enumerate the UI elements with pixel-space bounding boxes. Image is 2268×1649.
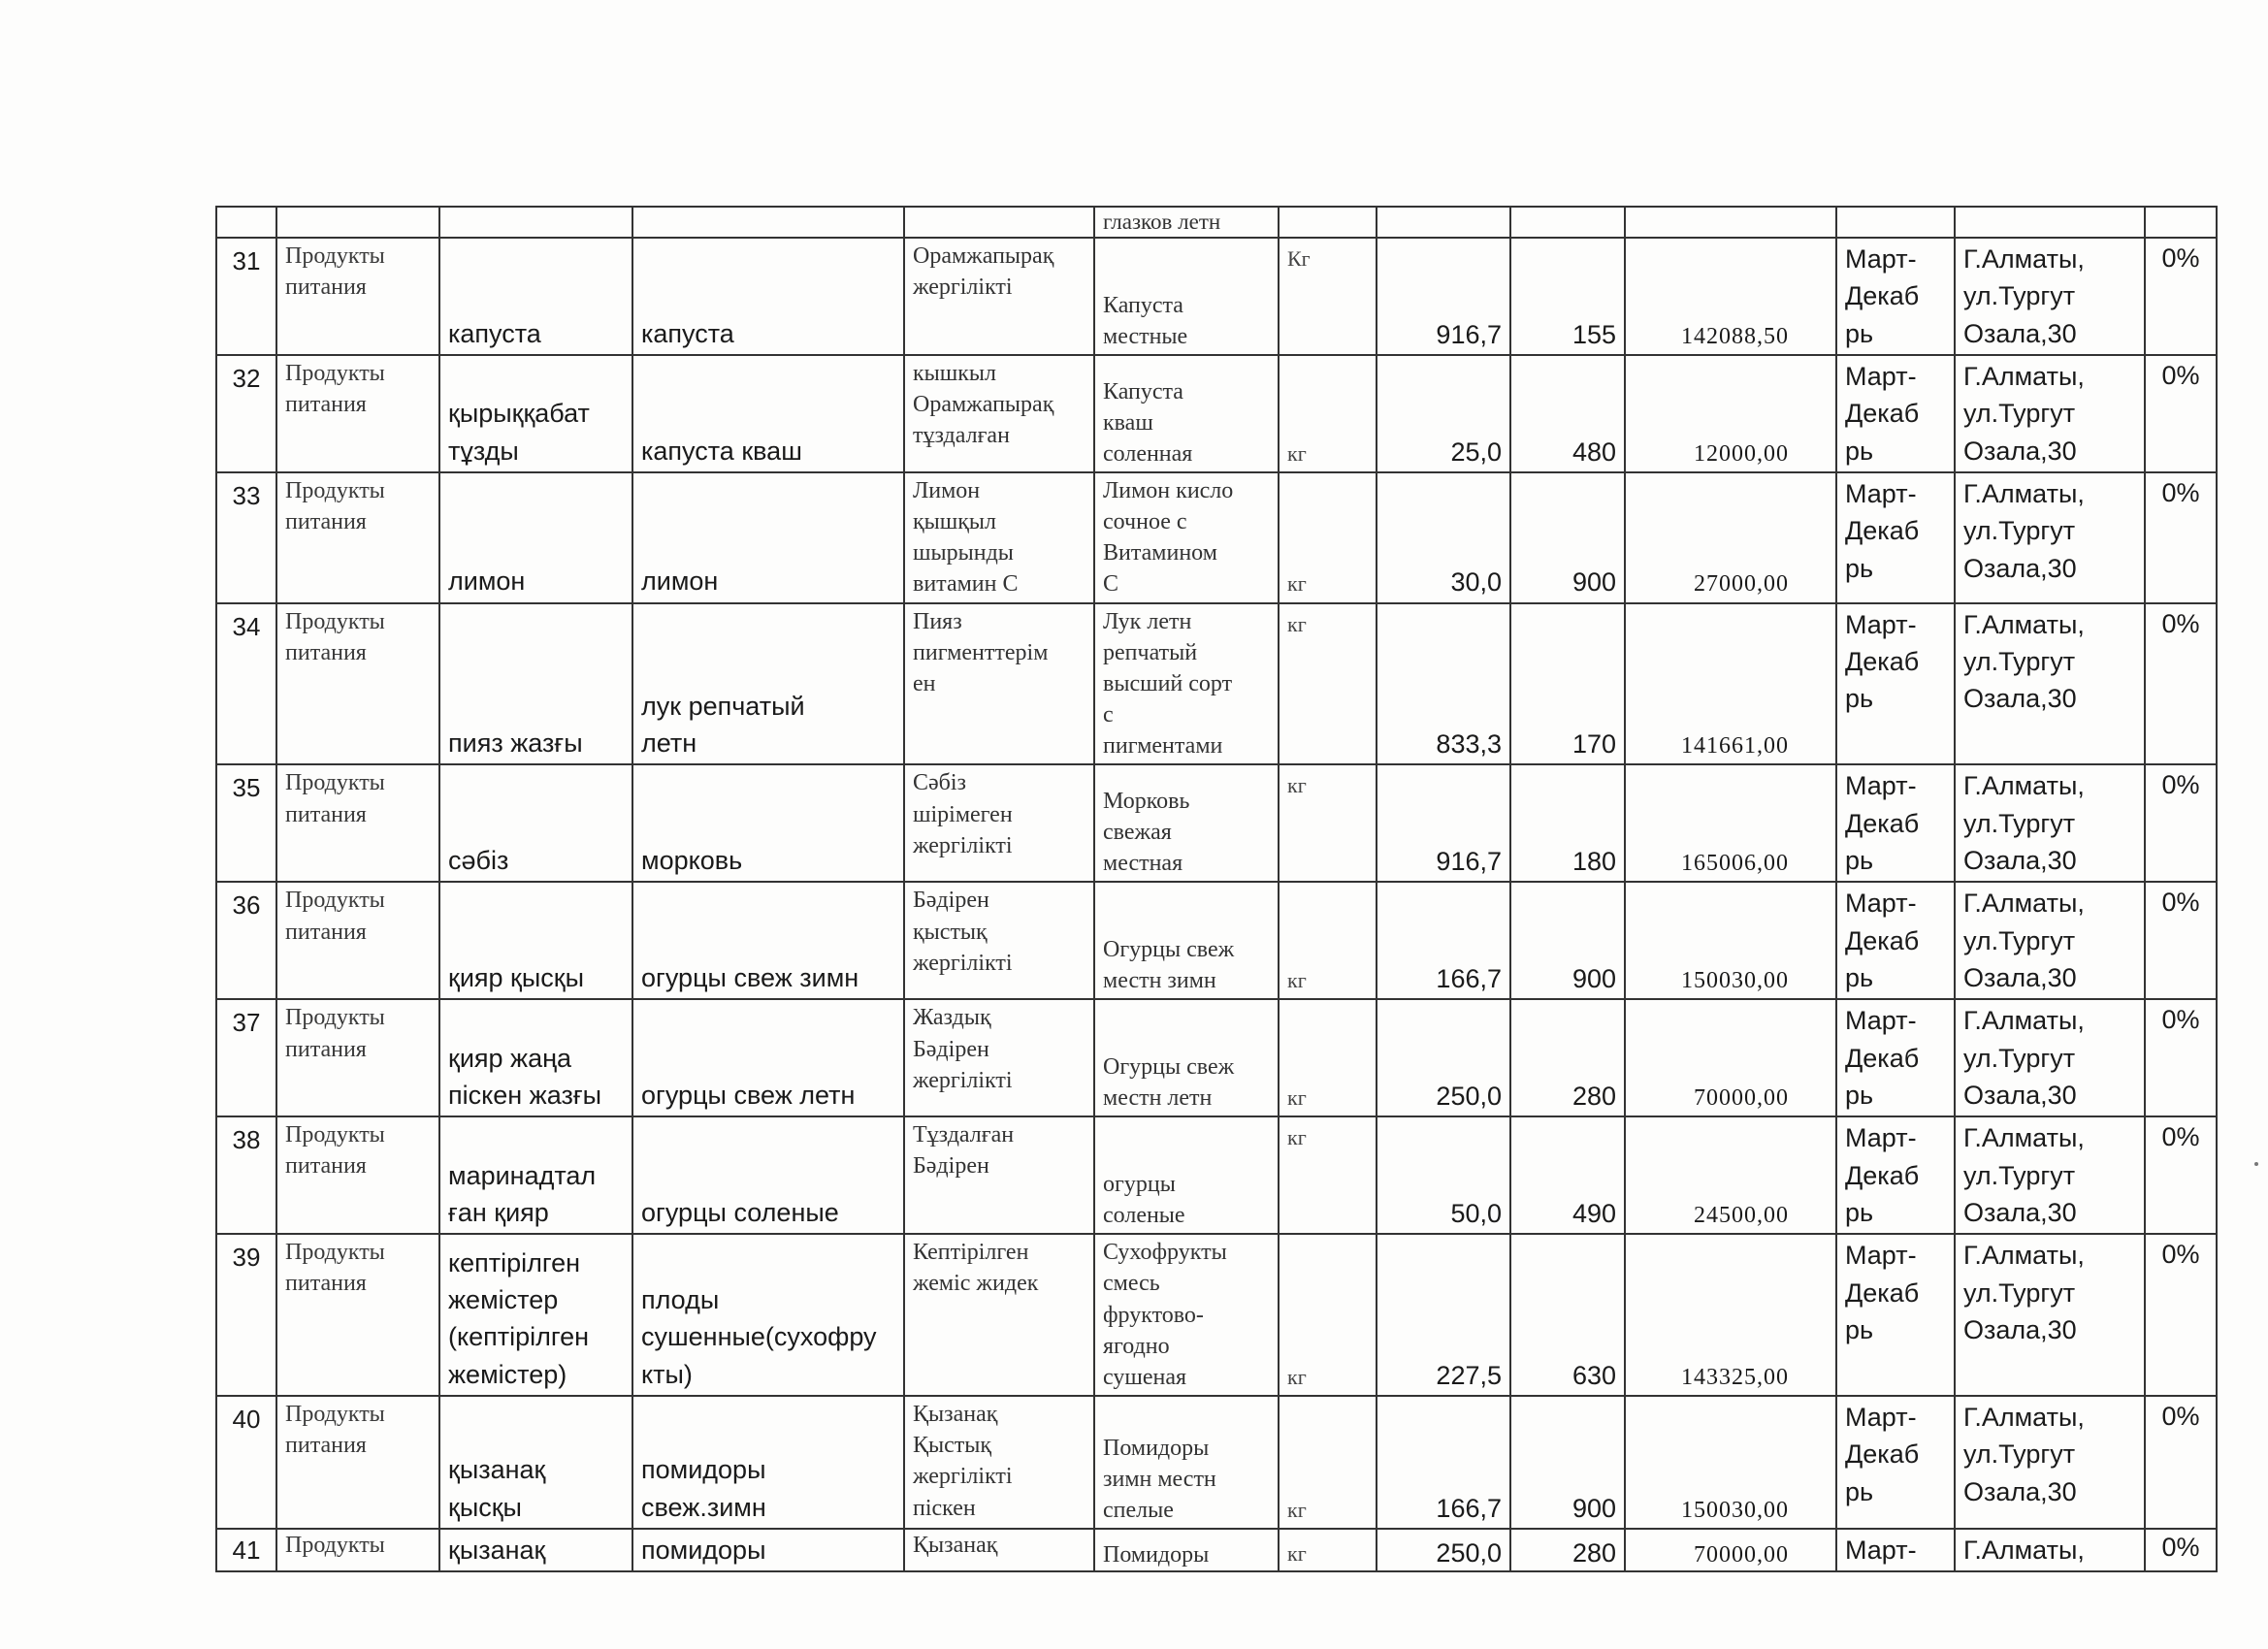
cell-spec-ru: Капуста кваш соленная bbox=[1094, 355, 1279, 472]
table-row bbox=[216, 999, 2217, 1116]
cell-name-ru: огурцы соленые bbox=[632, 1116, 904, 1234]
cell-percent: 0% bbox=[2145, 1529, 2217, 1571]
cell-quantity: 227,5 bbox=[1377, 1234, 1510, 1396]
cell-address: Г.Алматы, ул.Тургут Озала,30 bbox=[1955, 603, 2145, 765]
cell-empty bbox=[216, 207, 276, 238]
cell-address: Г.Алматы, ул.Тургут Озала,30 bbox=[1955, 1116, 2145, 1234]
cell-name-kz: қырыққабат тұзды bbox=[439, 355, 632, 472]
cell-sum: 70000,00 bbox=[1625, 999, 1836, 1116]
cell-name-kz: кептірілген жемістер (кептірілген жемістер) bbox=[439, 1234, 632, 1396]
cell-name-ru: огурцы свеж летн bbox=[632, 999, 904, 1116]
cell-percent: 0% bbox=[2145, 1234, 2217, 1396]
cell-price: 280 bbox=[1510, 1529, 1625, 1571]
cell-address: Г.Алматы, ул.Тургут Озала,30 bbox=[1955, 882, 2145, 999]
cell-address: Г.Алматы, ул.Тургут Озала,30 bbox=[1955, 472, 2145, 603]
cell-term: Март- Декаб рь bbox=[1836, 1234, 1955, 1396]
cell-address: Г.Алматы, ул.Тургут Озала,30 bbox=[1955, 999, 2145, 1116]
table-row bbox=[216, 1529, 2217, 1571]
cell-row-number: 38 bbox=[216, 1116, 276, 1234]
cell-spec-kz: Бәдірен қыстық жергілікті bbox=[904, 882, 1094, 999]
cell-empty bbox=[1625, 207, 1836, 238]
cell-category: Продукты питания bbox=[276, 1234, 439, 1396]
cell-empty bbox=[439, 207, 632, 238]
cell-spec-kz: Тұздалған Бәдірен bbox=[904, 1116, 1094, 1234]
cell-term: Март- Декаб рь bbox=[1836, 472, 1955, 603]
table-row bbox=[216, 764, 2217, 882]
cell-name-ru: капуста кваш bbox=[632, 355, 904, 472]
cell-category: Продукты питания bbox=[276, 1116, 439, 1234]
cell-spec-ru: Лимон кисло сочное с Витамином С bbox=[1094, 472, 1279, 603]
cell-quantity: 166,7 bbox=[1377, 882, 1510, 999]
cell-sum: 143325,00 bbox=[1625, 1234, 1836, 1396]
cell-empty bbox=[1955, 207, 2145, 238]
cell-percent: 0% bbox=[2145, 603, 2217, 765]
cell-term: Март- Декаб рь bbox=[1836, 1116, 1955, 1234]
cell-name-ru: помидоры свеж.зимн bbox=[632, 1396, 904, 1529]
cell-category: Продукты bbox=[276, 1529, 439, 1571]
cell-spec-kz: Жаздық Бәдірен жергілікті bbox=[904, 999, 1094, 1116]
cell-name-kz: қияр қысқы bbox=[439, 882, 632, 999]
cell-percent: 0% bbox=[2145, 1396, 2217, 1529]
cell-row-number: 41 bbox=[216, 1529, 276, 1571]
cell-name-kz: пияз жазғы bbox=[439, 603, 632, 765]
cell-percent: 0% bbox=[2145, 999, 2217, 1116]
cell-name-kz: сәбіз bbox=[439, 764, 632, 882]
cell-row-number: 37 bbox=[216, 999, 276, 1116]
cell-spec-ru: Помидоры зимн местн спелые bbox=[1094, 1396, 1279, 1529]
cell-row-number: 31 bbox=[216, 238, 276, 355]
table-row bbox=[216, 355, 2217, 472]
cell-name-kz: капуста bbox=[439, 238, 632, 355]
cell-spec-kz: кышкыл Орамжапырақ тұздалған bbox=[904, 355, 1094, 472]
cell-name-ru: капуста bbox=[632, 238, 904, 355]
cell-name-ru: плоды сушенные(сухофру кты) bbox=[632, 1234, 904, 1396]
cell-term: Март- Декаб рь bbox=[1836, 603, 1955, 765]
cell-price: 480 bbox=[1510, 355, 1625, 472]
cell-address: Г.Алматы, ул.Тургут Озала,30 bbox=[1955, 1396, 2145, 1529]
cell-spec-ru: Капуста местные bbox=[1094, 238, 1279, 355]
cell-name-kz: қияр жаңа піскен жазғы bbox=[439, 999, 632, 1116]
cell-quantity: 833,3 bbox=[1377, 603, 1510, 765]
cell-spec-ru: Помидоры bbox=[1094, 1529, 1279, 1571]
cell-row-number: 35 bbox=[216, 764, 276, 882]
cell-term: Март- Декаб рь bbox=[1836, 355, 1955, 472]
cell-quantity: 30,0 bbox=[1377, 472, 1510, 603]
table-row bbox=[216, 1234, 2217, 1396]
table-row bbox=[216, 238, 2217, 355]
cell-row-number: 40 bbox=[216, 1396, 276, 1529]
cell-name-ru: лимон bbox=[632, 472, 904, 603]
cell-sum: 150030,00 bbox=[1625, 1396, 1836, 1529]
cell-address: Г.Алматы, ул.Тургут Озала,30 bbox=[1955, 764, 2145, 882]
cell-sum: 150030,00 bbox=[1625, 882, 1836, 999]
cell-price: 180 bbox=[1510, 764, 1625, 882]
cell-name-ru: лук репчатый летн bbox=[632, 603, 904, 765]
cell-spec-kz: Қызанақ Қыстық жергілікті піскен bbox=[904, 1396, 1094, 1529]
cell-term: Март- Декаб рь bbox=[1836, 238, 1955, 355]
cell-price: 900 bbox=[1510, 1396, 1625, 1529]
cell-quantity: 166,7 bbox=[1377, 1396, 1510, 1529]
cell-category: Продукты питания bbox=[276, 1396, 439, 1529]
table-row bbox=[216, 882, 2217, 999]
cell-category: Продукты питания bbox=[276, 764, 439, 882]
cell-unit: кг bbox=[1279, 603, 1377, 765]
cell-price: 170 bbox=[1510, 603, 1625, 765]
cell-row-number: 32 bbox=[216, 355, 276, 472]
cell-percent: 0% bbox=[2145, 764, 2217, 882]
cell-unit: кг bbox=[1279, 882, 1377, 999]
cell-address: Г.Алматы, ул.Тургут Озала,30 bbox=[1955, 1234, 2145, 1396]
cell-unit: кг bbox=[1279, 472, 1377, 603]
cell-sum: 165006,00 bbox=[1625, 764, 1836, 882]
cell-empty bbox=[632, 207, 904, 238]
cell-unit: кг bbox=[1279, 999, 1377, 1116]
cell-category: Продукты питания bbox=[276, 882, 439, 999]
cell-row-number: 39 bbox=[216, 1234, 276, 1396]
cell-spec-kz: Сәбіз шірімеген жергілікті bbox=[904, 764, 1094, 882]
cell-price: 630 bbox=[1510, 1234, 1625, 1396]
cell-sum: 24500,00 bbox=[1625, 1116, 1836, 1234]
cell-percent: 0% bbox=[2145, 238, 2217, 355]
cell-spec-kz: Орамжапырақ жергілікті bbox=[904, 238, 1094, 355]
cell-name-kz: маринадтал ған қияр bbox=[439, 1116, 632, 1234]
cell-term: Март- Декаб рь bbox=[1836, 882, 1955, 999]
cell-category: Продукты питания bbox=[276, 472, 439, 603]
cell-quantity: 25,0 bbox=[1377, 355, 1510, 472]
cell-quantity: 250,0 bbox=[1377, 999, 1510, 1116]
cell-category: Продукты питания bbox=[276, 999, 439, 1116]
cell-spec-ru: Огурцы свеж местн зимн bbox=[1094, 882, 1279, 999]
cell-spec-ru: Морковь свежая местная bbox=[1094, 764, 1279, 882]
cell-spec-ru: огурцы соленые bbox=[1094, 1116, 1279, 1234]
cell-sum: 141661,00 bbox=[1625, 603, 1836, 765]
cell-percent: 0% bbox=[2145, 472, 2217, 603]
cell-empty bbox=[1510, 207, 1625, 238]
cell-unit: кг bbox=[1279, 1396, 1377, 1529]
cell-price: 280 bbox=[1510, 999, 1625, 1116]
cell-sum: 142088,50 bbox=[1625, 238, 1836, 355]
table-row bbox=[216, 603, 2217, 765]
cell-empty bbox=[276, 207, 439, 238]
cell-quantity: 916,7 bbox=[1377, 764, 1510, 882]
cell-sum: 70000,00 bbox=[1625, 1529, 1836, 1571]
cell-percent: 0% bbox=[2145, 1116, 2217, 1234]
cell-term: Март- Декаб рь bbox=[1836, 1396, 1955, 1529]
cell-price: 900 bbox=[1510, 882, 1625, 999]
cell-unit: кг bbox=[1279, 355, 1377, 472]
table-row bbox=[216, 1116, 2217, 1234]
table-row-continuation bbox=[216, 207, 2217, 238]
cell-spec-ru: глазков летн bbox=[1094, 207, 1279, 238]
cell-price: 490 bbox=[1510, 1116, 1625, 1234]
cell-spec-ru: Огурцы свеж местн летн bbox=[1094, 999, 1279, 1116]
scan-speck bbox=[2254, 1162, 2258, 1166]
cell-spec-ru: Лук летн репчатый высший сорт с пигментами bbox=[1094, 603, 1279, 765]
cell-sum: 27000,00 bbox=[1625, 472, 1836, 603]
cell-empty bbox=[1836, 207, 1955, 238]
cell-category: Продукты питания bbox=[276, 603, 439, 765]
cell-term: Март- Декаб рь bbox=[1836, 999, 1955, 1116]
cell-percent: 0% bbox=[2145, 355, 2217, 472]
cell-quantity: 250,0 bbox=[1377, 1529, 1510, 1571]
cell-empty bbox=[904, 207, 1094, 238]
cell-name-kz: қызанақ қысқы bbox=[439, 1396, 632, 1529]
cell-row-number: 36 bbox=[216, 882, 276, 999]
cell-percent: 0% bbox=[2145, 882, 2217, 999]
cell-name-ru: морковь bbox=[632, 764, 904, 882]
procurement-table bbox=[215, 206, 2218, 1572]
cell-unit: кг bbox=[1279, 1116, 1377, 1234]
cell-category: Продукты питания bbox=[276, 355, 439, 472]
cell-unit: Кг bbox=[1279, 238, 1377, 355]
cell-unit: кг bbox=[1279, 764, 1377, 882]
cell-unit: кг bbox=[1279, 1234, 1377, 1396]
cell-address: Г.Алматы, ул.Тургут Озала,30 bbox=[1955, 355, 2145, 472]
cell-row-number: 33 bbox=[216, 472, 276, 603]
cell-term: Март- bbox=[1836, 1529, 1955, 1571]
cell-spec-kz: Лимон қышқыл шырынды витамин С bbox=[904, 472, 1094, 603]
cell-empty bbox=[2145, 207, 2217, 238]
cell-quantity: 916,7 bbox=[1377, 238, 1510, 355]
cell-price: 155 bbox=[1510, 238, 1625, 355]
cell-price: 900 bbox=[1510, 472, 1625, 603]
cell-term: Март- Декаб рь bbox=[1836, 764, 1955, 882]
cell-row-number: 34 bbox=[216, 603, 276, 765]
table-body bbox=[216, 207, 2217, 1571]
cell-spec-kz: Пияз пигменттерім ен bbox=[904, 603, 1094, 765]
cell-spec-kz: Кептірілген жеміс жидек bbox=[904, 1234, 1094, 1396]
cell-quantity: 50,0 bbox=[1377, 1116, 1510, 1234]
cell-name-kz: қызанақ bbox=[439, 1529, 632, 1571]
table-row bbox=[216, 1396, 2217, 1529]
cell-spec-kz: Қызанақ bbox=[904, 1529, 1094, 1571]
cell-name-kz: лимон bbox=[439, 472, 632, 603]
cell-name-ru: огурцы свеж зимн bbox=[632, 882, 904, 999]
cell-sum: 12000,00 bbox=[1625, 355, 1836, 472]
cell-address: Г.Алматы, ул.Тургут Озала,30 bbox=[1955, 238, 2145, 355]
cell-spec-ru: Сухофрукты смесь фруктово- ягодно сушеная bbox=[1094, 1234, 1279, 1396]
table-row bbox=[216, 472, 2217, 603]
cell-name-ru: помидоры bbox=[632, 1529, 904, 1571]
cell-empty bbox=[1377, 207, 1510, 238]
cell-unit: кг bbox=[1279, 1529, 1377, 1571]
cell-empty bbox=[1279, 207, 1377, 238]
cell-category: Продукты питания bbox=[276, 238, 439, 355]
cell-address: Г.Алматы, bbox=[1955, 1529, 2145, 1571]
